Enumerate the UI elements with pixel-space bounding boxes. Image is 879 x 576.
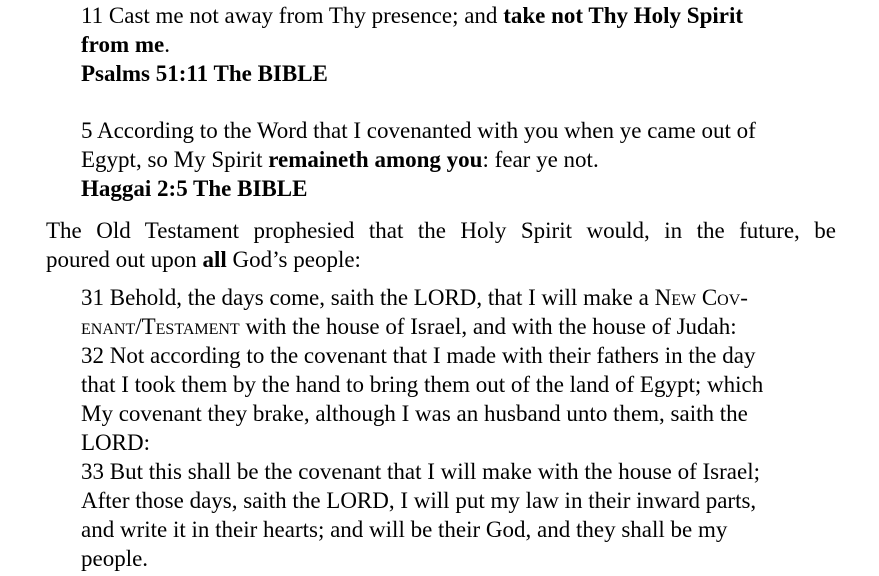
verse-text: : fear ye not. bbox=[482, 147, 599, 172]
small-caps-text: New Cov- bbox=[654, 285, 748, 310]
verse-citation: Psalms 51:11 The BIBLE bbox=[81, 61, 328, 86]
verse-line: LORD: bbox=[81, 430, 150, 455]
paragraph-line: The Old Testament prophesied that the Holy Spirit would, in the future, be bbox=[46, 218, 836, 243]
verse-line: 32 Not according to the covenant that I made with their fathers in the day bbox=[81, 343, 756, 368]
paragraph-text: God’s people: bbox=[226, 247, 361, 272]
paragraph-text: poured out upon bbox=[46, 247, 203, 272]
verse-line bbox=[81, 1, 821, 30]
verse-text: 31 Behold, the days come, saith the LORD, that I will make a bbox=[81, 285, 655, 310]
emphasis-text: all bbox=[202, 247, 227, 272]
verse-line bbox=[81, 30, 821, 59]
verse-line: that I took them by the hand to bring them out of the land of Egypt; which bbox=[81, 372, 764, 397]
small-caps-text: enant/Testament bbox=[81, 314, 240, 339]
verse-line: 5 According to the Word that I covenanted with you when ye came out of bbox=[81, 118, 756, 143]
verse-text: with the house of Israel, and with the house of Judah: bbox=[239, 314, 737, 339]
verse-line bbox=[81, 312, 821, 341]
verse-text: Egypt, so My Spirit bbox=[81, 147, 269, 172]
jeremiah-quote bbox=[81, 283, 821, 573]
verse-line: people. bbox=[81, 546, 149, 571]
verse-text: . bbox=[164, 32, 170, 57]
verse-line: My covenant they brake, although I was an husband unto them, saith the bbox=[81, 401, 748, 426]
verse-citation: Haggai 2:5 The BIBLE bbox=[81, 176, 308, 201]
commentary-paragraph bbox=[46, 216, 836, 274]
verse-line: After those days, saith the LORD, I will put my law in their inward parts, bbox=[81, 488, 757, 513]
psalms-quote bbox=[81, 1, 821, 88]
verse-line bbox=[81, 283, 821, 312]
verse-line bbox=[81, 145, 821, 174]
emphasis-text: from me bbox=[81, 32, 165, 57]
paragraph-line bbox=[46, 245, 836, 274]
haggai-quote bbox=[81, 116, 821, 203]
emphasis-text: take not Thy Holy Spirit bbox=[503, 3, 744, 28]
emphasis-text: remaineth among you bbox=[268, 147, 483, 172]
verse-line: and write it in their hearts; and will be their God, and they shall be my bbox=[81, 517, 728, 542]
verse-text: 11 Cast me not away from Thy presence; and bbox=[81, 3, 504, 28]
verse-line: 33 But this shall be the covenant that I will make with the house of Israel; bbox=[81, 459, 760, 484]
